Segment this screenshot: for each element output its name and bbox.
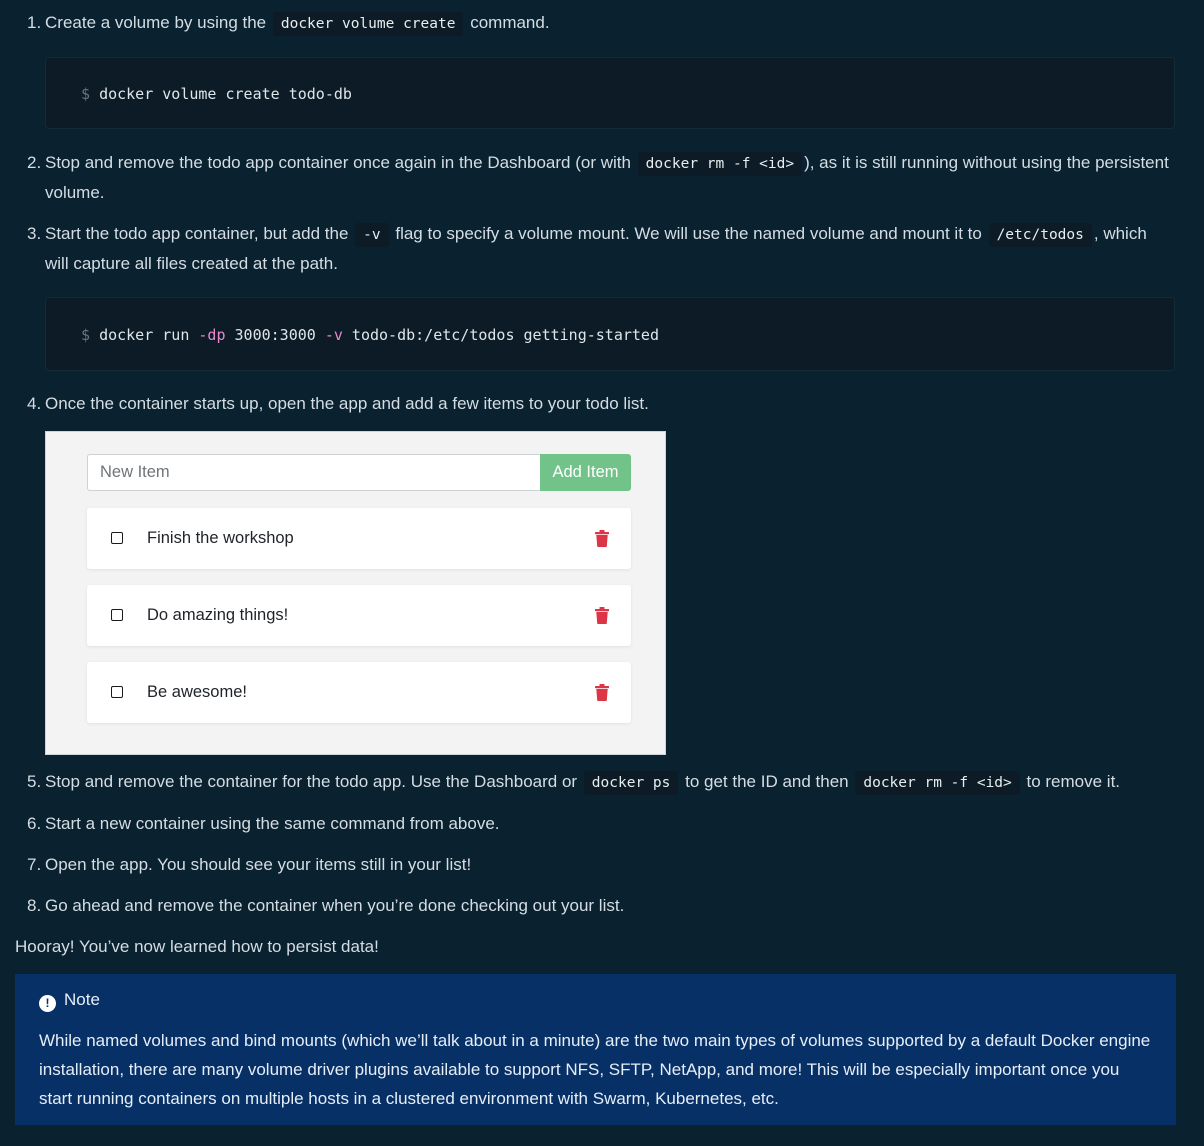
checkbox[interactable] <box>111 686 123 698</box>
step-number: 2. <box>27 153 42 172</box>
step-number: 6. <box>27 814 42 833</box>
step-text: Start a new container using the same command from above. <box>45 814 500 833</box>
step-text: Stop and remove the todo app container once again in the Dashboard (or with docker rm -f <id> ), as it is still running without using the persistent volume. <box>45 153 1169 202</box>
trash-icon[interactable] <box>595 607 609 624</box>
step-4 <box>27 389 1174 419</box>
step-1 <box>27 8 1174 38</box>
step-text: Once the container starts up, open the app and add a few items to your todo list. <box>45 394 649 413</box>
step-text: Start the todo app container, but add the -v flag to specify a volume mount. We will use the named volume and mount it to /etc/todos , which will capture all files created at the path. <box>45 224 1147 273</box>
inline-code: docker rm -f <id> <box>855 771 1019 795</box>
code-flag: -v <box>324 326 343 344</box>
exclamation-circle-icon: ! <box>39 995 56 1012</box>
checkbox[interactable] <box>111 532 123 544</box>
step-number: 7. <box>27 855 42 874</box>
step-6 <box>27 809 1174 839</box>
inline-code: docker ps <box>584 771 679 795</box>
step-3 <box>27 219 1174 273</box>
inline-code: -v <box>355 223 388 247</box>
note-callout <box>15 974 1176 1125</box>
todo-item <box>87 585 631 646</box>
note-body: While named volumes and bind mounts (which we’ll talk about in a minute) are the two main types of volumes supported by a default Docker engine installation, there are many volume driver plugins available to support NFS, SFTP, NetApp, and more! This will be especially important once you start running containers on multiple hosts in a clustered environment with Swarm, Kubernetes, etc. <box>39 1031 1151 1108</box>
add-item-button[interactable]: Add Item <box>540 454 631 491</box>
step-number: 4. <box>27 394 42 413</box>
hooray-paragraph: Hooray! You’ve now learned how to persist data! <box>15 937 379 956</box>
shell-prompt: $ <box>81 85 91 103</box>
step-number: 1. <box>27 13 42 32</box>
code-command: docker volume create todo-db <box>99 85 352 103</box>
code-block-volume-create[interactable] <box>45 57 1175 129</box>
step-8 <box>27 891 1174 921</box>
todo-item-label: Be awesome! <box>147 683 247 701</box>
trash-icon[interactable] <box>595 530 609 547</box>
checkbox[interactable] <box>111 609 123 621</box>
trash-icon[interactable] <box>595 684 609 701</box>
inline-code: /etc/todos <box>989 223 1092 247</box>
new-item-input[interactable]: New Item <box>87 454 540 491</box>
note-header <box>39 986 100 1014</box>
todo-item-label: Finish the workshop <box>147 529 294 547</box>
step-number: 5. <box>27 772 42 791</box>
inline-code: docker rm -f <id> <box>638 152 802 176</box>
inline-code: docker volume create <box>273 12 464 36</box>
code-flag: -dp <box>198 326 226 344</box>
step-2 <box>27 148 1174 202</box>
step-text: Open the app. You should see your items still in your list! <box>45 855 472 874</box>
todo-item <box>87 508 631 569</box>
todo-item-label: Do amazing things! <box>147 606 289 624</box>
shell-prompt: $ <box>81 326 91 344</box>
step-number: 3. <box>27 224 42 243</box>
code-block-docker-run[interactable]: $ docker run -dp 3000:3000 -v todo-db:/etc/todos getting-started <box>45 297 1175 371</box>
step-5 <box>27 767 1174 797</box>
todo-item <box>87 662 631 723</box>
note-title: Note <box>64 990 100 1009</box>
step-text: Go ahead and remove the container when you’re done checking out your list. <box>45 896 625 915</box>
todo-app-screenshot <box>45 431 666 755</box>
step-number: 8. <box>27 896 42 915</box>
step-text: Create a volume by using the docker volume create command. <box>45 8 1174 38</box>
step-text: Stop and remove the container for the todo app. Use the Dashboard or docker ps to get the ID and then docker rm -f <id> to remove it. <box>45 767 1174 797</box>
step-7 <box>27 850 1174 880</box>
